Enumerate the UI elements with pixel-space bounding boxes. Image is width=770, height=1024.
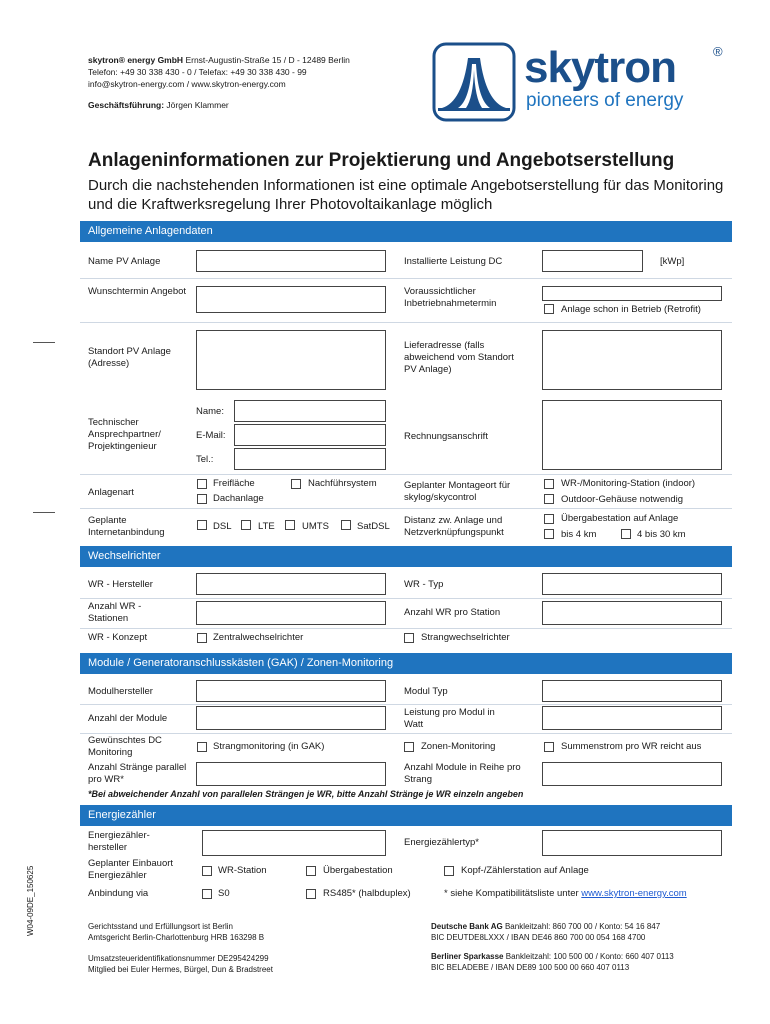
company-header xyxy=(88,54,418,111)
bank1-line2: BIC DEUTDE8LXXX / IBAN DE46 860 700 00 054 168 4700 xyxy=(431,933,646,942)
km4-label: bis 4 km xyxy=(561,529,597,540)
label-meter-maker: Energiezähler-hersteller xyxy=(88,830,150,853)
compat-note xyxy=(444,888,687,900)
logo-registered: ® xyxy=(713,44,723,59)
module-maker-field[interactable] xyxy=(196,680,386,702)
label-module-power: Leistung pro Modul in Watt xyxy=(404,707,495,730)
rs485-checkbox[interactable] xyxy=(306,889,316,899)
nachfuehr-checkbox[interactable] xyxy=(291,479,301,489)
outdoor-checkbox[interactable] xyxy=(544,494,554,504)
nachfuehr-label: Nachführsystem xyxy=(308,478,377,489)
divider xyxy=(80,598,732,599)
label-module-count: Anzahl der Module xyxy=(88,713,168,724)
footer-left-1 xyxy=(88,921,264,943)
footer-left-2 xyxy=(88,953,273,975)
label-desired-date: Wunschtermin Angebot xyxy=(88,286,187,297)
string-monitoring-checkbox[interactable] xyxy=(197,742,207,752)
lte-checkbox[interactable] xyxy=(241,520,251,530)
modules-per-string-field[interactable] xyxy=(542,762,722,786)
skytron-logo xyxy=(432,42,732,122)
outdoor-label: Outdoor-Gehäuse notwendig xyxy=(561,494,683,505)
wr-station-label: WR-Station xyxy=(218,865,267,876)
wr-maker-field[interactable] xyxy=(196,573,386,595)
label-wr-maker: WR - Hersteller xyxy=(88,579,153,590)
divider xyxy=(80,508,732,509)
name-field[interactable] xyxy=(196,250,386,272)
logo-emblem-icon xyxy=(432,42,516,122)
dachanlage-checkbox[interactable] xyxy=(197,494,207,504)
indoor-checkbox[interactable] xyxy=(544,479,554,489)
footer-register: Amtsgericht Berlin-Charlottenburg HRB 163298 B xyxy=(88,933,265,942)
company-name: skytron® energy GmbH xyxy=(88,55,184,65)
string-monitoring-label: Strangmonitoring (in GAK) xyxy=(213,741,325,752)
location-field[interactable] xyxy=(196,330,386,390)
string-inverter-checkbox[interactable] xyxy=(404,633,414,643)
dsl-checkbox[interactable] xyxy=(197,520,207,530)
footer-member: Mitglied bei Euler Hermes, Bürgel, Dun & Bradstreet xyxy=(88,965,273,974)
kopf-station-checkbox[interactable] xyxy=(444,866,454,876)
logo-tagline: pioneers of energy xyxy=(526,90,684,111)
km30-label: 4 bis 30 km xyxy=(637,529,686,540)
satdsl-checkbox[interactable] xyxy=(341,520,351,530)
logo-wordmark: skytron xyxy=(524,43,676,92)
sum-current-checkbox[interactable] xyxy=(544,742,554,752)
strings-note: *Bei abweichender Anzahl von parallelen Strängen je WR, bitte Anzahl Stränge je WR einzeln angeben xyxy=(88,789,524,799)
label-wr-type: WR - Typ xyxy=(404,579,444,590)
management-label: Geschäftsführung: xyxy=(88,100,165,110)
label-contact-email: E-Mail: xyxy=(196,430,226,441)
divider xyxy=(80,278,732,279)
module-type-field[interactable] xyxy=(542,680,722,702)
label-module-type: Modul Typ xyxy=(404,686,448,697)
label-mount-place: Geplanter Montageort für skylog/skycontrol xyxy=(404,480,511,503)
bank1-line1: Bankleitzahl: 860 700 00 / Konto: 54 16 847 xyxy=(504,922,661,931)
label-contact-name: Name: xyxy=(196,406,224,417)
label-plant-type: Anlagenart xyxy=(88,487,134,498)
transfer-label: Übergabestation auf Anlage xyxy=(561,513,679,524)
label-name: Name PV Anlage xyxy=(88,256,161,267)
bank2-name: Berliner Sparkasse xyxy=(431,952,504,961)
bank1-name: Deutsche Bank AG xyxy=(431,922,503,931)
wr-station-checkbox[interactable] xyxy=(202,866,212,876)
contact-name-field[interactable] xyxy=(234,400,386,422)
company-phone: Telefon: +49 30 338 430 - 0 / Telefax: +49 30 338 430 - 99 xyxy=(88,67,307,77)
label-meter-place: Geplanter Einbauort Energiezähler xyxy=(88,858,174,881)
km4-checkbox[interactable] xyxy=(544,529,554,539)
label-strings-parallel: Anzahl Stränge parallel pro WR* xyxy=(88,762,187,785)
company-address: Ernst-Augustin-Straße 15 / D - 12489 Berlin xyxy=(185,55,350,65)
lte-label: LTE xyxy=(258,521,275,532)
umts-checkbox[interactable] xyxy=(285,520,295,530)
company-email-web: info@skytron-energy.com / www.skytron-energy.com xyxy=(88,79,286,89)
label-wr-concept: WR - Konzept xyxy=(88,632,148,643)
s0-label: S0 xyxy=(218,888,230,899)
section-modules: Module / Generatoranschlusskästen (GAK) / Zonen-Monitoring xyxy=(80,653,732,674)
divider xyxy=(80,322,732,323)
compat-link[interactable]: www.skytron-energy.com xyxy=(581,888,687,899)
section-inverter: Wechselrichter xyxy=(80,546,732,567)
central-inverter-label: Zentralwechselrichter xyxy=(213,632,304,643)
transfer-checkbox[interactable] xyxy=(544,514,554,524)
sum-current-label: Summenstrom pro WR reicht aus xyxy=(561,741,702,752)
page-title: Anlageninformationen zur Projektierung und Angebotserstellung xyxy=(88,150,675,171)
section-meter: Energiezähler xyxy=(80,805,732,826)
label-delivery: Lieferadresse (falls abweichend vom Standort PV Anlage) xyxy=(404,340,514,375)
module-power-field[interactable] xyxy=(542,706,722,730)
s0-checkbox[interactable] xyxy=(202,889,212,899)
label-module-maker: Modulhersteller xyxy=(88,686,153,697)
label-dc-monitoring: Gewünschtes DC Monitoring xyxy=(88,735,162,758)
retrofit-label: Anlage schon in Betrieb (Retrofit) xyxy=(561,304,701,315)
central-inverter-checkbox[interactable] xyxy=(197,633,207,643)
bank2-line2: BIC BELADEBE / IBAN DE89 100 500 00 660 407 0113 xyxy=(431,963,630,972)
power-unit: [kWp] xyxy=(660,256,685,267)
wr-type-field[interactable] xyxy=(542,573,722,595)
label-distance: Distanz zw. Anlage und Netzverknüpfungspunkt xyxy=(404,515,504,538)
divider xyxy=(80,628,732,629)
footer-court: Gerichtsstand und Erfüllungsort ist Berlin xyxy=(88,922,233,931)
label-internet: Geplante Internetanbindung xyxy=(88,515,165,538)
dachanlage-label: Dachanlage xyxy=(213,493,264,504)
meter-type-field[interactable] xyxy=(542,830,722,856)
wr-stations-field[interactable] xyxy=(196,601,386,625)
umts-label: UMTS xyxy=(302,521,329,532)
meter-maker-field[interactable] xyxy=(202,830,386,856)
label-location: Standort PV Anlage (Adresse) xyxy=(88,346,171,369)
compat-text: * siehe Kompatibilitätsliste unter xyxy=(444,888,579,899)
retrofit-checkbox[interactable] xyxy=(544,304,554,314)
delivery-field[interactable] xyxy=(542,330,722,390)
label-wr-per-station: Anzahl WR pro Station xyxy=(404,607,501,618)
bank2-line1: Bankleitzahl: 100 500 00 / Konto: 660 407 0113 xyxy=(505,952,674,961)
divider xyxy=(80,474,732,475)
km30-checkbox[interactable] xyxy=(621,529,631,539)
freiflaeche-checkbox[interactable] xyxy=(197,479,207,489)
freiflaeche-label: Freifläche xyxy=(213,478,255,489)
management-name: Jörgen Klammer xyxy=(166,100,229,110)
commissioning-field[interactable] xyxy=(542,286,722,301)
module-count-field[interactable] xyxy=(196,706,386,730)
label-wr-stations: Anzahl WR - Stationen xyxy=(88,601,142,624)
fold-mark xyxy=(33,342,55,343)
dsl-label: DSL xyxy=(213,521,232,532)
zone-monitoring-checkbox[interactable] xyxy=(404,742,414,752)
label-contact-tel: Tel.: xyxy=(196,454,214,465)
footer-bank1 xyxy=(431,921,660,943)
satdsl-label: SatDSL xyxy=(357,521,390,532)
string-inverter-label: Strangwechselrichter xyxy=(421,632,510,643)
wr-per-station-field[interactable] xyxy=(542,601,722,625)
uebergabe-label: Übergabestation xyxy=(323,865,393,876)
desired-date-field[interactable] xyxy=(196,286,386,313)
section-general: Allgemeine Anlagendaten xyxy=(80,221,732,242)
label-modules-per-string: Anzahl Module in Reihe pro Strang xyxy=(404,762,521,785)
footer-vat: Umsatzsteueridentifikationsnummer DE295424299 xyxy=(88,954,269,963)
label-commissioning: Voraussichtlicher Inbetriebnahmetermin xyxy=(404,286,497,309)
power-field[interactable] xyxy=(542,250,643,272)
label-connection: Anbindung via xyxy=(88,888,149,899)
invoice-field[interactable] xyxy=(542,400,722,470)
kopf-station-label: Kopf-/Zählerstation auf Anlage xyxy=(461,865,589,876)
label-invoice: Rechnungsanschrift xyxy=(404,431,488,442)
fold-mark xyxy=(33,512,55,513)
footer-bank2 xyxy=(431,951,674,973)
page-subtitle: Durch die nachstehenden Informationen ist eine optimale Angebotserstellung für das Monitoring und die Kraftwerksregelung Ihrer Photovoltaikanlage möglich xyxy=(88,177,724,213)
contact-tel-field[interactable] xyxy=(234,448,386,470)
uebergabe-checkbox[interactable] xyxy=(306,866,316,876)
zone-monitoring-label: Zonen-Monitoring xyxy=(421,741,496,752)
indoor-label: WR-/Monitoring-Station (indoor) xyxy=(561,478,696,489)
label-meter-type: Energiezählertyp* xyxy=(404,837,479,848)
label-power: Installierte Leistung DC xyxy=(404,256,503,267)
contact-email-field[interactable] xyxy=(234,424,386,446)
rs485-label: RS485* (halbduplex) xyxy=(323,888,411,899)
strings-parallel-field[interactable] xyxy=(196,762,386,786)
label-contact: Technischer Ansprechpartner/ Projektingenieur xyxy=(88,417,161,452)
divider xyxy=(80,704,732,705)
divider xyxy=(80,733,732,734)
doc-code: W04-09DE_150625 xyxy=(26,865,35,936)
